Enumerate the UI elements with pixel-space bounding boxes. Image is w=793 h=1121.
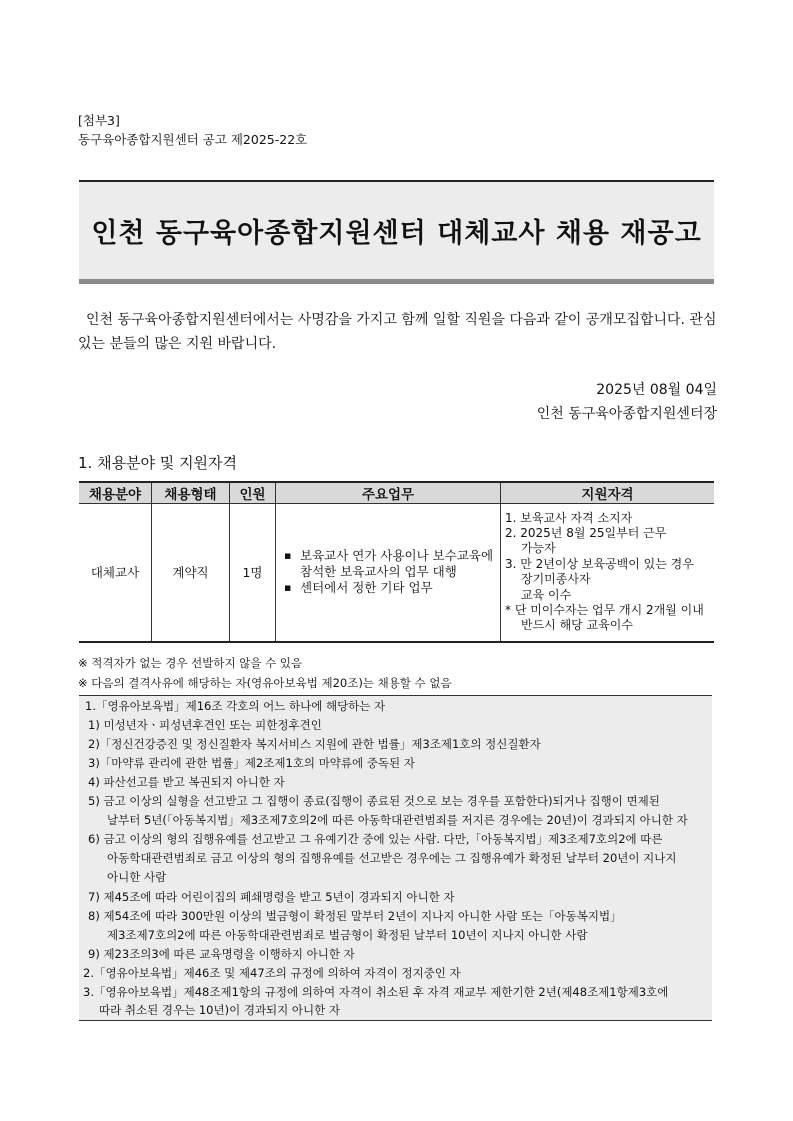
disq-line: 2.「영유아보육법」제46조 및 제47조의 규정에 의하여 자격이 정지중인 자 bbox=[83, 966, 461, 980]
qualification-line: 3. 만 2년이상 보육공백이 있는 경우 bbox=[505, 556, 694, 571]
cell-qualification bbox=[501, 504, 715, 642]
disq-line: 7) 제45조에 따라 어린이집의 폐쇄명령을 받고 5년이 경과되지 아니한 자 bbox=[88, 890, 455, 904]
disq-line: 1) 미성년자ㆍ피성년후견인 또는 피한정후견인 bbox=[88, 718, 322, 732]
note-line: ※ 적격자가 없는 경우 선발하지 않을 수 있음 bbox=[78, 656, 303, 670]
disq-line: 날부터 5년(「아동복지법」제3조제7호의2에 따른 아동학대관련범죄를 저지른 경우에는 20년)이 경과되지 아니한 자 bbox=[107, 813, 688, 827]
issuer: 인천 동구육아종합지원센터장 bbox=[536, 406, 717, 422]
qualification-line: 2. 2025년 8월 25일부터 근무 bbox=[505, 526, 667, 541]
cell-type: 계약직 bbox=[152, 504, 230, 642]
disq-line: 3.「영유아보육법」제48조제1항의 규정에 의하여 자격이 취소된 후 자격 재교부 제한기한 2년(제48조제1항제3호에 bbox=[83, 985, 669, 999]
table-header-row bbox=[79, 482, 714, 504]
disq-line: 8) 제54조에 따라 300만원 이상의 벌금형이 확정된 말부터 2년이 지나지 아니한 사람 또는「아동복지법」 bbox=[88, 909, 622, 923]
disq-line: 아니한 사람 bbox=[107, 870, 167, 884]
cell-field: 대체교사 bbox=[79, 504, 152, 642]
qualification-line: 가능자 bbox=[521, 541, 556, 556]
qualification-line: * 단 미이수자는 업무 개시 2개월 이내 bbox=[505, 603, 704, 618]
col-header-type: 채용형태 bbox=[152, 482, 230, 504]
disq-line: 4) 파산선고를 받고 복권되지 아니한 자 bbox=[88, 775, 285, 789]
disq-line: 5) 금고 이상의 실형을 선고받고 그 집행이 종료(집행이 종료된 것으로 보는 경우를 포함한다)되거나 집행이 면제된 bbox=[88, 794, 660, 808]
disq-line: 1.「영유아보육법」제16조 각호의 어느 하나에 해당하는 자 bbox=[85, 699, 386, 713]
title-box bbox=[79, 180, 714, 284]
duty-item: ▪ 센터에서 정한 기타 업무 bbox=[284, 580, 496, 596]
col-header-count: 인원 bbox=[230, 482, 276, 504]
col-header-duties: 주요업무 bbox=[276, 482, 501, 504]
cell-duties bbox=[276, 504, 501, 642]
notice-date: 2025년 08월 04일 bbox=[596, 382, 717, 398]
disq-line: 제3조제7호의2에 따른 아동학대관련범죄로 벌금형이 확정된 날부터 10년이 지나지 아니한 사람 bbox=[107, 928, 588, 942]
qualification-line: 장기미종사자 bbox=[521, 572, 591, 587]
recruitment-table bbox=[79, 481, 714, 643]
intro-text: 인천 동구육아종합지원센터에서는 사명감을 가지고 함께 일할 직원을 다음과 같이 공개모집합니다. 관심 있는 분들의 많은 지원 바랍니다. bbox=[78, 312, 717, 352]
disqualification-box bbox=[79, 695, 712, 1021]
disq-line: 6) 금고 이상의 형의 집행유예를 선고받고 그 유예기간 중에 있는 사람. 다만,「아동복지법」제3조제7호의2에 따른 bbox=[88, 832, 663, 846]
qualification-line: 1. 보육교사 자격 소지자 bbox=[505, 510, 633, 525]
page-title: 인천 동구육아종합지원센터 대체교사 채용 재공고 bbox=[91, 218, 702, 249]
attachment-label: [첨부3] bbox=[78, 113, 120, 128]
disq-line: 3)「마약류 관리에 관한 법률」제2조제1호의 마약류에 중독된 자 bbox=[88, 756, 415, 770]
disq-line: 아동학대관련범죄로 금고 이상의 형의 집행유예를 선고받은 경우에는 그 집행유예가 확정된 날부터 20년이 지나지 bbox=[107, 851, 677, 865]
section-heading: 1. 채용분야 및 지원자격 bbox=[78, 454, 238, 472]
duty-item: ▪ 보육교사 연가 사용이나 보수교육에 참석한 보육교사의 업무 대행 bbox=[284, 548, 496, 580]
notice-number: 동구육아종합지원센터 공고 제2025-22호 bbox=[78, 132, 308, 147]
disq-line: 2)「정신건강증진 및 정신질환자 복지서비스 지원에 관한 법률」제3조제1호의 정신질환자 bbox=[88, 737, 541, 751]
disq-line: 9) 제23조의3에 따른 교육명령을 이행하지 아니한 자 bbox=[88, 947, 355, 961]
cell-count: 1명 bbox=[230, 504, 276, 642]
note-line: ※ 다음의 결격사유에 해당하는 자(영유아보육법 제20조)는 채용할 수 없음 bbox=[78, 676, 452, 690]
disq-line: 따라 취소된 경우는 10년)이 경과되지 아니한 자 bbox=[99, 1003, 341, 1017]
col-header-qualification: 지원자격 bbox=[501, 482, 715, 504]
qualification-line: 교육 이수 bbox=[521, 587, 572, 602]
table-row bbox=[79, 504, 714, 642]
qualification-line: 반드시 해당 교육이수 bbox=[521, 618, 633, 633]
col-header-field: 채용분야 bbox=[79, 482, 152, 504]
